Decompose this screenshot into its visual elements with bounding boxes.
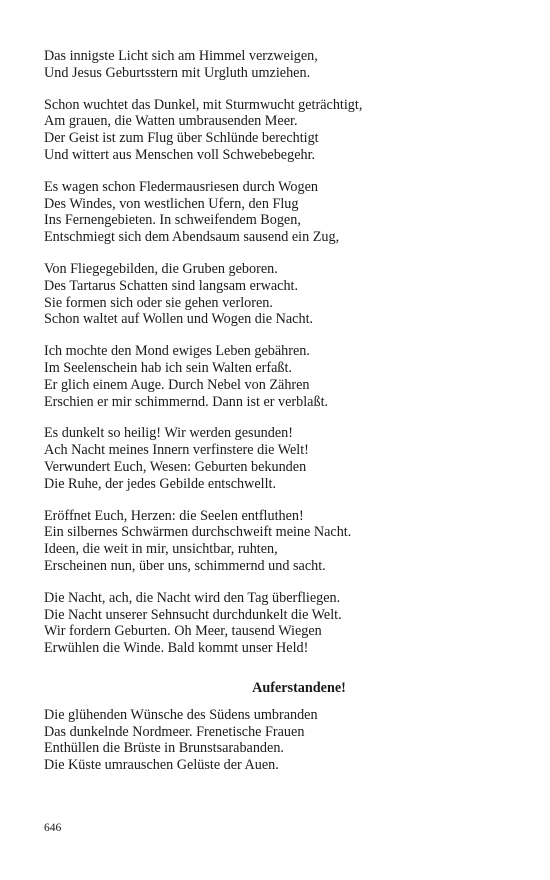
verse-line: Schon waltet auf Wollen und Wogen die Nacht. [44,311,314,328]
verse-line: Ins Fernengebieten. In schweifendem Bogen, [44,212,301,229]
verse-line: Am grauen, die Watten umbrausenden Meer. [44,113,298,130]
verse-line: Von Fliegegebilden, die Gruben geboren. [44,260,278,277]
stanza [44,179,514,246]
stanza [44,97,514,164]
verse-line: Wir fordern Geburten. Oh Meer, tausend Wiegen [44,623,322,640]
verse-line: Ach Nacht meines Innern verfinstere die Welt! [44,442,309,459]
verse-line: Entschmiegt sich dem Abendsaum sausend ein Zug, [44,229,340,246]
verse-line: Erwühlen die Winde. Bald kommt unser Held! [44,640,309,657]
verse-line: Sie formen sich oder sie gehen verloren. [44,294,273,311]
verse-line: Verwundert Euch, Wesen: Geburten bekunden [44,458,307,475]
verse-line: Das innigste Licht sich am Himmel verzweigen, [44,48,318,64]
stanza [44,590,514,657]
verse-line: Des Windes, von westlichen Ufern, den Flug [44,195,299,212]
verse-line: Im Seelenschein hab ich sein Walten erfaßt. [44,359,292,376]
verse-line: Des Tartarus Schatten sind langsam erwacht. [44,277,299,294]
verse-line: Erschien er mir schimmernd. Dann ist er verblaßt. [44,393,329,410]
verse-line: Ein silbernes Schwärmen durchschweift meine Nacht. [44,524,352,541]
verse-line: Eröffnet Euch, Herzen: die Seelen entfluthen! [44,507,304,524]
verse-line: Ich mochte den Mond ewiges Leben gebähren. [44,343,310,360]
stanza [44,508,514,575]
stanza [44,425,514,492]
verse-line: Ideen, die weit in mir, unsichtbar, ruhten, [44,541,278,558]
verse-line: Der Geist ist zum Flug über Schlünde berechtigt [44,130,319,147]
verse-line: Die Nacht, ach, die Nacht wird den Tag überfliegen. [44,589,341,606]
poem-title: Auferstandene! [252,679,346,696]
verse-line: Die Nacht unserer Sehnsucht durchdunkelt die Welt. [44,606,342,623]
page-number: 646 [44,822,62,834]
verse-line: Und Jesus Geburtsstern mit Urgluth umziehen. [44,64,311,81]
stanza [44,343,514,410]
verse-line: Die Ruhe, der jedes Gebilde entschwellt. [44,475,277,492]
verse-line: Erscheinen nun, über uns, schimmernd und sacht. [44,557,326,574]
stanza [44,261,514,328]
verse-line: Enthüllen die Brüste in Brunstsarabanden. [44,740,284,757]
verse-line: Er glich einem Auge. Durch Nebel von Zähren [44,376,310,393]
verse-line: Das dunkelnde Nordmeer. Frenetische Frauen [44,723,305,740]
page-content [44,48,514,789]
verse-line: Und wittert aus Menschen voll Schwebebegehr. [44,146,316,163]
verse-line: Schon wuchtet das Dunkel, mit Sturmwucht geträchtigt, [44,96,363,113]
poem-continuation [44,48,514,657]
verse-line: Es dunkelt so heilig! Wir werden gesunden! [44,425,293,442]
poem-auferstandene [44,707,514,774]
verse-line: Die Küste umrauschen Gelüste der Auen. [44,757,279,774]
verse-line: Es wagen schon Fledermausriesen durch Wogen [44,178,318,195]
stanza [44,48,514,82]
stanza [44,707,514,774]
verse-line: Die glühenden Wünsche des Südens umbranden [44,706,318,723]
